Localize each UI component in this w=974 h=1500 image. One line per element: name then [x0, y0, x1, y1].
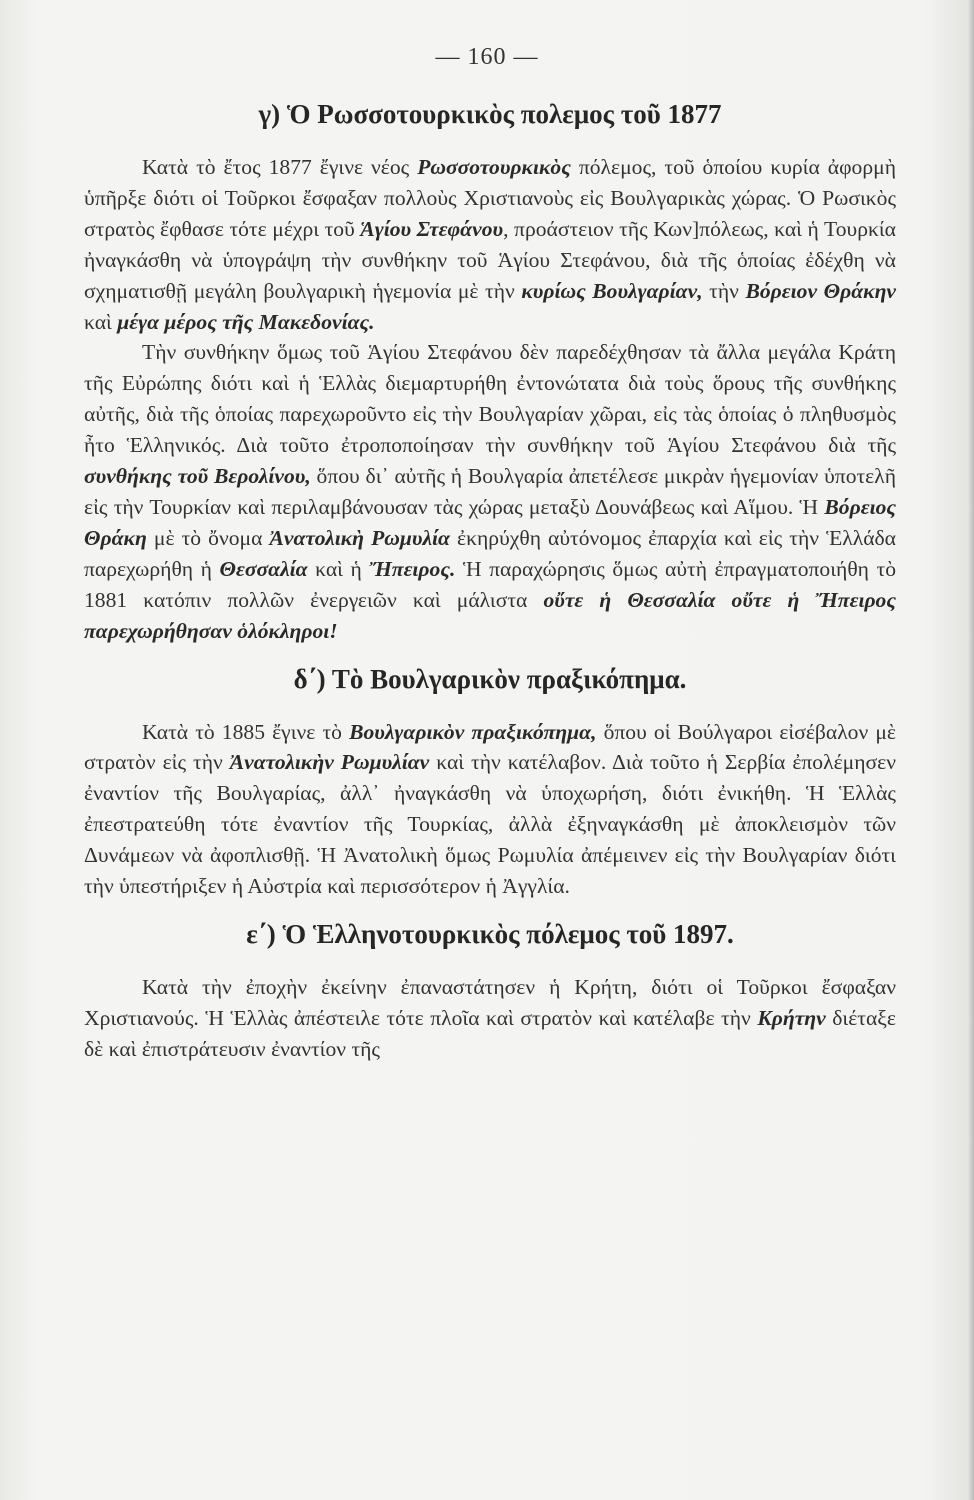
emphasized-term: μέγα μέρος τῆς Μακεδονίας. [117, 309, 375, 334]
page-number: — 160 — [435, 44, 539, 70]
emphasized-term: κυρίως Βουλγαρίαν, [521, 278, 703, 303]
emphasized-term: Ἤπειρος. [369, 556, 456, 581]
section-heading-d: δ΄) Τὸ Βουλγαρικὸν πραξικόπημα. [293, 663, 687, 694]
paragraph-d-1: Κατὰ τὸ 1885 ἔγινε τὸ Βουλγαρικὸν πραξικόπημα, ὅπου οἱ Βούλγαροι εἰσέβαλον μὲ στρατὸν εἰς τὴν Ἀνατολικὴν Ρωμυλίαν καὶ τὴν κατέλαβον. Διὰ τοῦτο ἡ Σερβία ἐπολέμησεν ἐναντίον τῆς Βουλγαρίας, ἀλλ᾽ ἠναγκάσθη νὰ ὑποχωρήση, διότι ἐνικήθη. Ἡ Ἑλλὰς ἐπεστρατεύθη τότε ἐναντίον τῆς Τουρκίας, ἀλλὰ ἐξηναγκάσθη μὲ ἀποκλεισμὸν τῶν Δυνάμεων νὰ ἀφοπλισθῇ. Ἡ Ἀνατολικὴ ὅμως Ρωμυλία ἀπέμεινεν εἰς τὴν Βουλγαρίαν διότι τὴν ὑπεστήριξεν ἡ Αὐστρία καὶ περισσότερον ἡ Ἀγγλία. [84, 719, 897, 899]
emphasized-term: Ἀνατολικὴν Ρωμυλίαν [229, 750, 430, 775]
emphasized-term: Βουλγαρικὸν πραξικόπημα, [349, 719, 597, 744]
page-content [84, 96, 896, 1067]
emphasized-term: οὔτε ἡ Θεσσαλία οὔτε ἡ Ἤπειρος παρεχωρήθησαν ὁλόκληροι! [84, 587, 896, 643]
section-heading-e: ε΄) Ὁ Ἑλληνοτουρκικὸς πόλεμος τοῦ 1897. [246, 918, 734, 949]
emphasized-term: Βόρειον Θράκην [745, 278, 897, 303]
section-heading-g: γ) Ὁ Ρωσσοτουρκικὸς πολεμος τοῦ 1877 [258, 99, 722, 129]
emphasized-term: Ρωσσοτουρκικὸς [417, 155, 571, 179]
emphasized-term: Ἁγίου Στεφάνου [360, 216, 504, 241]
emphasized-term: Κρήτην [757, 1005, 826, 1030]
page-edge-shadow [968, 0, 974, 1500]
emphasized-term: Ἀνατολικὴ Ρωμυλία [269, 525, 450, 550]
emphasized-term: συνθήκης τοῦ Βερολίνου, [84, 464, 311, 489]
paragraph-g-1: Κατὰ τὸ ἔτος 1877 ἔγινε νέος Ρωσσοτουρκικὸς πόλεμος, τοῦ ὁποίου κυρία ἀφορμὴ ὑπῆρξε διότι οἱ Τοῦρκοι ἔσφαξαν πολλοὺς Χριστιανοὺς εἰς Βουλγαρικὰς χώρας. Ὁ Ρωσικὸς στρατὸς ἔφθασε τότε μέχρι τοῦ Ἁγίου Στεφάνου, προάστειον τῆς Κων]πόλεως, καὶ ἡ Τουρκία ἠναγκάσθη νὰ ὑπογράψη τὴν συνθήκην τοῦ Ἁγίου Στεφάνου, διὰ τῆς ὁποίας ἐδέχθη νὰ σχηματισθῇ μεγάλη βουλγαρικὴ ἡγεμονία μὲ τὴν κυρίως Βουλγαρίαν, τὴν Βόρειον Θράκην καὶ μέγα μέρος τῆς Μακεδονίας. [84, 155, 897, 334]
paragraph-g-2: Τὴν συνθήκην ὅμως τοῦ Ἁγίου Στεφάνου δὲν παρεδέχθησαν τὰ ἄλλα μεγάλα Κράτη τῆς Εὐρώπης διότι καὶ ἡ Ἑλλὰς διεμαρτυρήθη ἐντονώτατα διὰ τοὺς ὅρους τῆς συνθήκης αὐτῆς, διὰ τῆς ὁποίας παρεχωροῦντο εἰς τὴν Βουλγαρίαν χῶραι, εἰς τὰς ὁποίας ὁ πληθυσμὸς ἦτο Ἑλληνικός. Διὰ τοῦτο ἐτροποποίησαν τὴν συνθήκην τοῦ Ἁγίου Στεφάνου διὰ τῆς συνθήκης τοῦ Βερολίνου, ὅπου δι᾽ αὐτῆς ἡ Βουλγαρία ἀπετέλεσε μικρὰν ἡγεμονίαν ὑποτελῆ εἰς τὴν Τουρκίαν καὶ περιλαμβάνουσαν τὰς χώρας μεταξὺ Δουνάβεως καὶ Αἵμου. Ἡ Βόρειος Θράκη μὲ τὸ ὄνομα Ἀνατολικὴ Ρωμυλία ἐκηρύχθη αὐτόνομος ἐπαρχία καὶ εἰς τὴν Ἑλλάδα παρεχωρήθη ἡ Θεσσαλία καὶ ἡ Ἤπειρος. Ἡ παραχώρησις ὅμως αὐτὴ ἐπραγματοποιήθη τὸ 1881 κατόπιν πολλῶν ἐνεργειῶν καὶ μάλιστα οὔτε ἡ Θεσσαλία οὔτε ἡ Ἤπειρος παρεχωρήθησαν ὁλόκληροι! [84, 340, 896, 643]
emphasized-term: Θεσσαλία [219, 556, 308, 581]
emphasized-term: Βόρειος Θράκη [84, 494, 896, 550]
paragraph-e-1: Κατὰ τὴν ἐποχὴν ἐκείνην ἐπαναστάτησεν ἡ Κρήτη, διότι οἱ Τοῦρκοι ἔσφαξαν Χριστιανούς. Ἡ Ἑλλὰς ἀπέστειλε τότε πλοῖα καὶ στρατὸν καὶ κατέλαβε τὴν Κρήτην διέταξε δὲ καὶ ἐπιστράτευσιν ἐναντίον τῆς [84, 974, 896, 1061]
